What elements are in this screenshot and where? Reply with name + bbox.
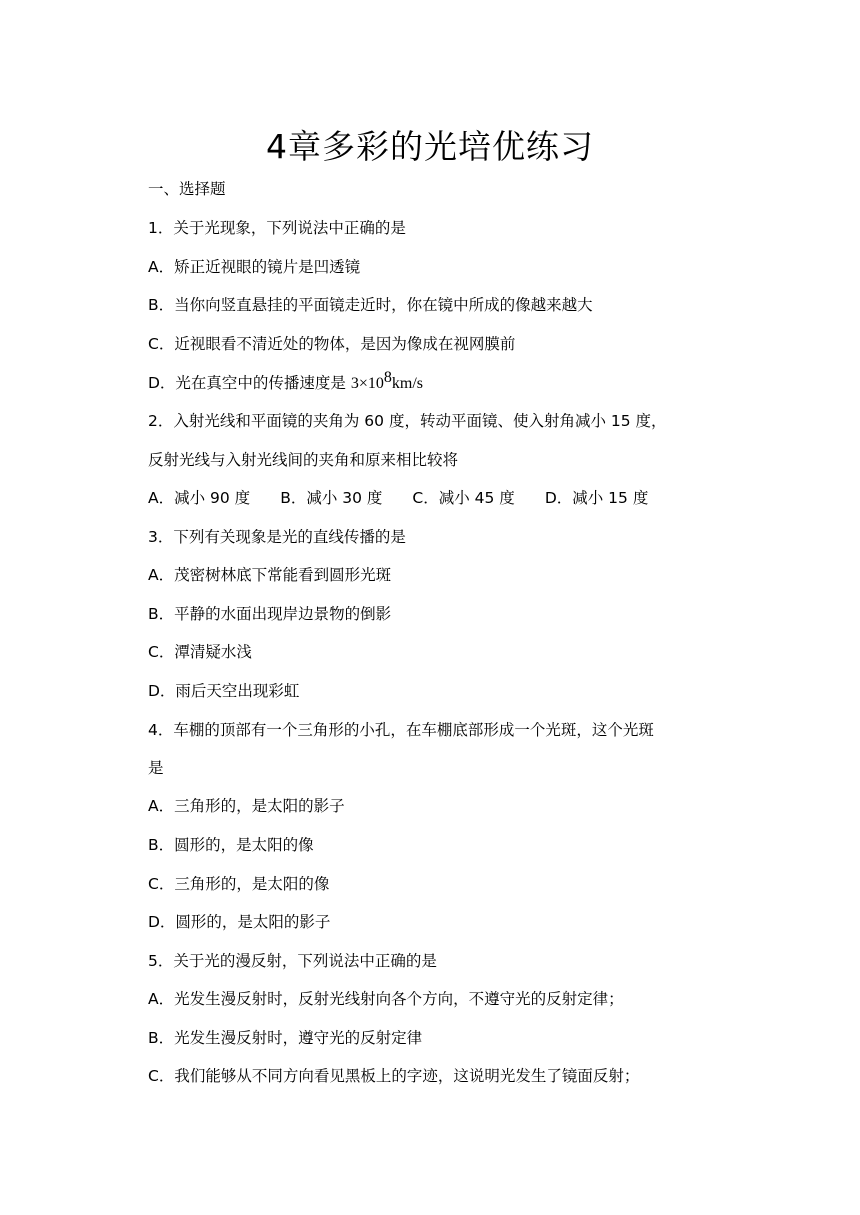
question-3-option-a: A．茂密树林底下常能看到圆形光斑 <box>148 566 392 584</box>
question-4-stem-line-2: 是 <box>148 759 164 777</box>
speed-value-base: 3×10 <box>350 375 384 392</box>
question-3-option-d: D．雨后天空出现彩虹 <box>148 682 300 700</box>
question-4-option-c: C．三角形的，是太阳的像 <box>148 875 330 893</box>
question-3-option-c: C．潭清疑水浅 <box>148 643 252 661</box>
question-1-stem: 1．关于光现象，下列说法中正确的是 <box>148 219 406 237</box>
speed-value-unit: km/s <box>391 375 424 392</box>
question-2-option-b: B．减小 30 度 <box>280 489 383 507</box>
section-heading: 一、选择题 <box>148 180 226 198</box>
question-4-option-d: D．圆形的，是太阳的影子 <box>148 913 331 931</box>
question-1-option-b: B．当你向竖直悬挂的平面镜走近时，你在镜中所成的像越来越大 <box>148 296 593 314</box>
question-4-stem-line-1: 4．车棚的顶部有一个三角形的小孔，在车棚底部形成一个光斑，这个光斑 <box>148 721 654 739</box>
question-5-option-c: C．我们能够从不同方向看见黑板上的字迹，这说明光发生了镜面反射； <box>148 1067 640 1085</box>
question-5-stem: 5．关于光的漫反射，下列说法中正确的是 <box>148 952 437 970</box>
question-2-options <box>148 485 748 511</box>
question-2-option-a: A．减小 90 度 <box>148 489 251 507</box>
question-4-option-a: A．三角形的，是太阳的影子 <box>148 797 345 815</box>
question-2-stem-line-2: 反射光线与入射光线间的夹角和原来相比较将 <box>148 451 459 469</box>
question-3-option-b: B．平静的水面出现岸边景物的倒影 <box>148 605 392 623</box>
question-1-option-d <box>148 370 748 396</box>
question-2-stem-line-1: 2．入射光线和平面镜的夹角为 60 度，转动平面镜、使入射角减小 15 度， <box>148 412 667 430</box>
question-2-option-c: C．减小 45 度 <box>412 489 515 507</box>
question-1-option-c: C．近视眼看不清近处的物体，是因为像成在视网膜前 <box>148 335 516 353</box>
question-1-option-d-prefix: D．光在真空中的传播速度是 <box>148 374 351 392</box>
page-title: 4章多彩的光培优练习 <box>266 127 594 166</box>
speed-value-exponent: 8 <box>383 368 392 386</box>
question-2-option-d: D．减小 15 度 <box>544 489 649 507</box>
question-4-option-b: B．圆形的，是太阳的像 <box>148 836 314 854</box>
question-5-option-a: A．光发生漫反射时，反射光线射向各个方向，不遵守光的反射定律； <box>148 990 624 1008</box>
question-3-stem: 3．下列有关现象是光的直线传播的是 <box>148 528 406 546</box>
question-5-option-b: B．光发生漫反射时，遵守光的反射定律 <box>148 1029 423 1047</box>
question-1-option-a: A．矫正近视眼的镜片是凹透镜 <box>148 258 361 276</box>
